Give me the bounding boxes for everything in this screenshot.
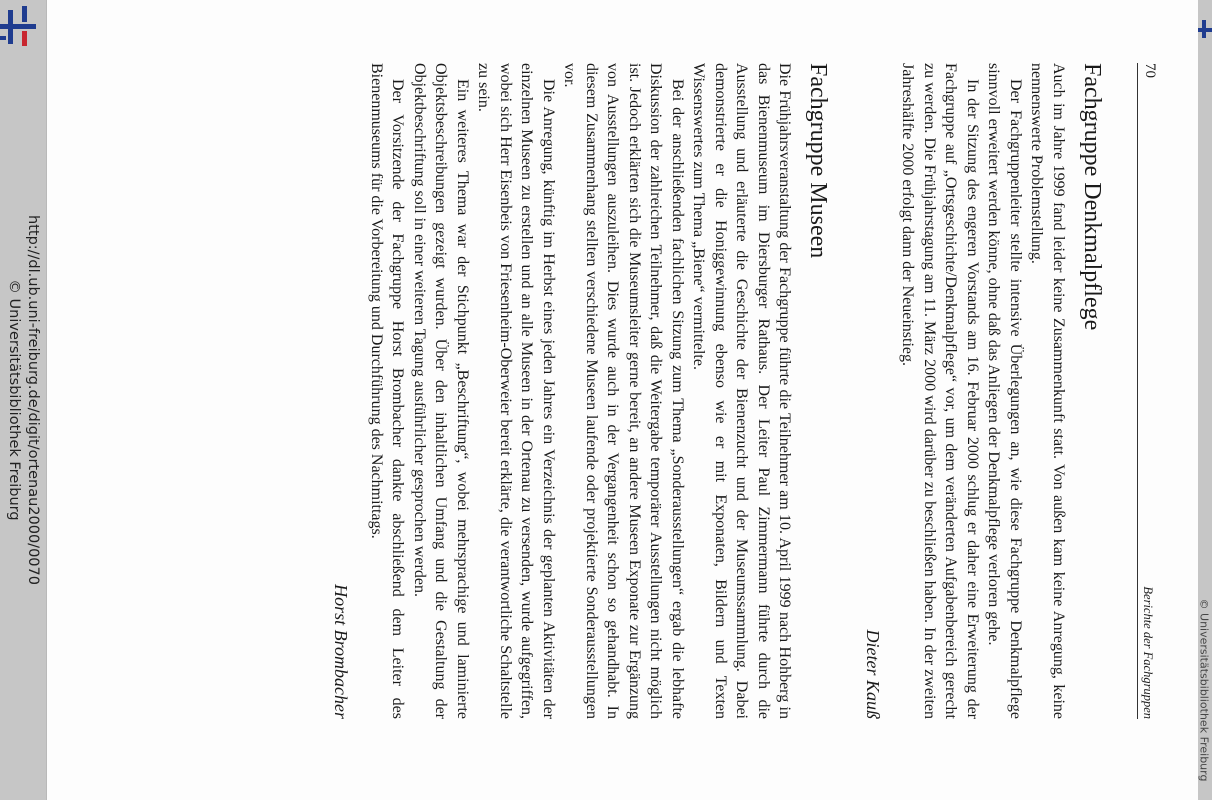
paragraph: Die Frühjahrsveranstaltung der Fachgruppe führte die Teilnehmer am 10. April 1999 nach Hohberg in das Bienenmuseum im Diersburger Rathaus. Der Leiter Paul Zimmermann führte durch die Ausstellung und erläuterte die Geschichte der Bienenzucht und der Museumssammlung. Dabei demonstrierte er die Honiggewinnung ebenso wie er mit Exponaten, Bildern und Texten Wissenswertes zum Thema „Biene“ vermittelte.	[690, 63, 794, 719]
library-logo-fragment-icon	[1198, 16, 1212, 42]
paragraph: Der Fachgruppenleiter stellte intensive Überlegungen an, wie diese Fachgruppe Denkmalpflege sinnvoll erweitert werden könne, ohne daß das Anliegen der Denkmalpflege verloren gehe.	[985, 63, 1024, 719]
library-logo-icon	[0, 6, 36, 46]
paragraph: Ein weiteres Thema war der Stichpunkt „Beschriftung“, wobei mehrsprachige und laminierte Objektsbeschreibungen gezeigt wurden. Über den inhaltlichen Umfang und die Gestaltung der Objektbeschriftung soll in einer weiteren Tagung ausführlicher gesprochen werden.	[411, 63, 471, 719]
copyright-fragment: © Universitätsbibliothek Freiburg	[1197, 598, 1211, 782]
signature-kauss: Dieter Kauß	[863, 629, 883, 719]
page-header	[1139, 63, 1160, 719]
section-heading-denkmalpflege: Fachgruppe Denkmalpflege	[1079, 63, 1105, 331]
paragraph: Bei der anschließenden fachlichen Sitzung zum Thema „Sonderausstellungen“ ergab die lebhafte Diskussion der zahlreichen Teilnehmer, daß die Weitergabe temporärer Ausstellungen nicht möglich ist. Jedoch erklärten sich die Museumsleiter gerne bereit, an andere Museen Exponate zur Ergänzung von Ausstellungen auszuleihen. Dies wurde auch in der Vergangenheit schon so gehandhabt. In diesem Zusammenhang stellten verschiedene Museen laufende oder projektierte Sonderausstellungen vor.	[561, 63, 686, 719]
scanned-page	[47, 0, 1198, 800]
section-heading-museen: Fachgruppe Museen	[805, 63, 832, 259]
signature-brombacher: Horst Brombacher	[331, 584, 352, 719]
document-url-sidebar	[4, 215, 42, 585]
paragraph: Auch im Jahre 1999 fand leider keine Zusammenkunft statt. Von außen kam keine Anregung, keine nennenswerte Problemstellung.	[1028, 63, 1067, 719]
paragraph: Der Vorsitzende der Fachgruppe Horst Brombacher dankte abschließend dem Leiter des Bienenmuseums für die Vorbereitung und Durchführung des Nachmittags.	[368, 63, 407, 719]
copyright-notice: © Universitätsbibliothek Freiburg	[6, 279, 22, 521]
rotated-page-content	[47, 0, 1198, 800]
document-url[interactable]: http://dl.ub.uni-freiburg.de/digit/ortenau2000/0070	[25, 215, 41, 585]
paragraph: In der Sitzung des engeren Vorstands am 16. Februar 2000 schlug er daher eine Erweiterung der Fachgruppe auf „Ortsgeschichte/Denkmalpflege“ vor, um dem veränderten Aufgabenbereich gerecht zu werden. Die Frühjahrstagung am 11. März 2000 wird darüber zu beschließen haben. In der zweiten Jahreshälfte 2000 erfolgt dann der Neueinstieg.	[899, 63, 981, 719]
running-head: Berichte der Fachgruppen	[1141, 586, 1155, 719]
page-number: 70	[1142, 63, 1158, 78]
paragraph: Die Anregung, künftig im Herbst eines jeden Jahres ein Verzeichnis der geplanten Aktivitäten der einzelnen Museen zu erstellen und an alle Museen in der Ortenau zu versenden, wurde aufgegriffen, wobei sich Herr Eisenbeis von Friesenheim-Oberweier bereit erklärte, die verantwortliche Schaltstelle zu sein.	[475, 63, 557, 719]
page-body	[330, 63, 1160, 719]
